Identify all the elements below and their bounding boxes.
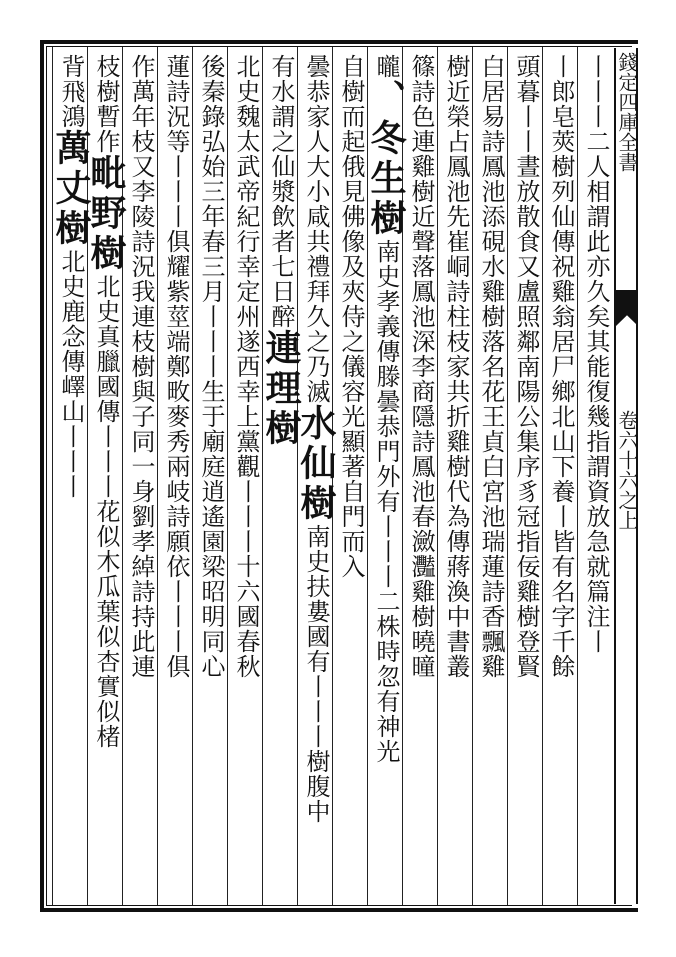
entry-heading: 水仙樹	[295, 404, 337, 524]
text-column	[260, 54, 302, 904]
column-text: 樹近榮占鳳池先崔峒詩柱枝家共折雞樹代為傳蔣渙中書叢	[442, 54, 470, 679]
volume-label: 卷六十六之上	[615, 410, 639, 530]
entry-heading: 萬丈樹	[50, 129, 92, 249]
entry-heading: 連理樹	[260, 329, 302, 449]
column-text: 丨丨丨二人相謂此亦久矣其能復幾指謂資放急就篇注丨	[582, 54, 610, 654]
entry-heading: 毗野樹	[85, 154, 127, 274]
text-column	[365, 54, 407, 904]
text-column	[508, 54, 544, 904]
column-text: 有水謂之仙漿飲者七日醉	[267, 54, 295, 329]
book-title: 錢定四庫全書	[615, 52, 639, 172]
column-text: 頭暮丨丨晝放散食又盧照鄰南陽公集序豸冠指佞雞樹登賢	[512, 54, 540, 679]
column-text: 丨郎皂莢樹列仙傳祝雞翁居尸鄉北山下養丨皆有名字千餘	[547, 54, 575, 679]
column-text: 蓮詩況等丨丨丨俱耀紫莖端鄭畋麥秀兩岐詩願依丨丨丨俱	[162, 54, 190, 679]
column-text: 後秦錄弘始三年春三月丨丨丨生于廟庭逍遙園梁昭明同心	[197, 54, 225, 679]
text-column	[578, 54, 614, 904]
column-text: 北史真臘國傳丨丨丨花似木瓜葉似杏實似楮	[92, 274, 120, 749]
column-text: 背飛鴻	[57, 54, 85, 129]
text-column	[543, 54, 579, 904]
text-column	[438, 54, 474, 904]
column-text: 曨	[372, 54, 400, 79]
column-text: 南史孝義傳滕曇恭門外有丨丨丨二株時忽有神光	[372, 239, 400, 764]
column-text: 枝樹暫作	[92, 54, 120, 154]
text-column	[123, 54, 159, 904]
text-column	[295, 54, 337, 904]
text-column	[333, 54, 369, 904]
text-column	[158, 54, 194, 904]
column-text: 白居易詩鳳池添硯水雞樹落名花王貞白宮池瑞蓮詩香飄雞	[477, 54, 505, 679]
text-column	[50, 54, 92, 904]
column-text: 北史鹿念傳嶧山丨丨丨	[57, 249, 85, 499]
column-text: 南史扶婁國有丨丨丨樹腹中	[302, 524, 330, 824]
column-text: 北史魏太武帝紀行幸定州遂西幸上黨觀丨丨丨十六國春秋	[232, 54, 260, 679]
column-text: 作萬年枝又李陵詩況我連枝樹與子同一身劉孝綽詩持此連	[127, 54, 155, 679]
text-column	[193, 54, 229, 904]
text-column	[228, 54, 264, 904]
text-column	[85, 54, 127, 904]
column-text: 自樹而起俄見佛像及夾侍之儀容光顯著自門而入	[337, 54, 365, 579]
entry-heading: 、冬生樹	[365, 79, 407, 239]
column-text: 篠詩色連雞樹近聲落鳳池深李商隱詩鳳池春瀲灩雞樹曉曈	[407, 54, 435, 679]
text-column	[403, 54, 439, 904]
column-text: 曇恭家人大小咸共禮拜久之乃滅	[302, 54, 330, 404]
text-column	[473, 54, 509, 904]
